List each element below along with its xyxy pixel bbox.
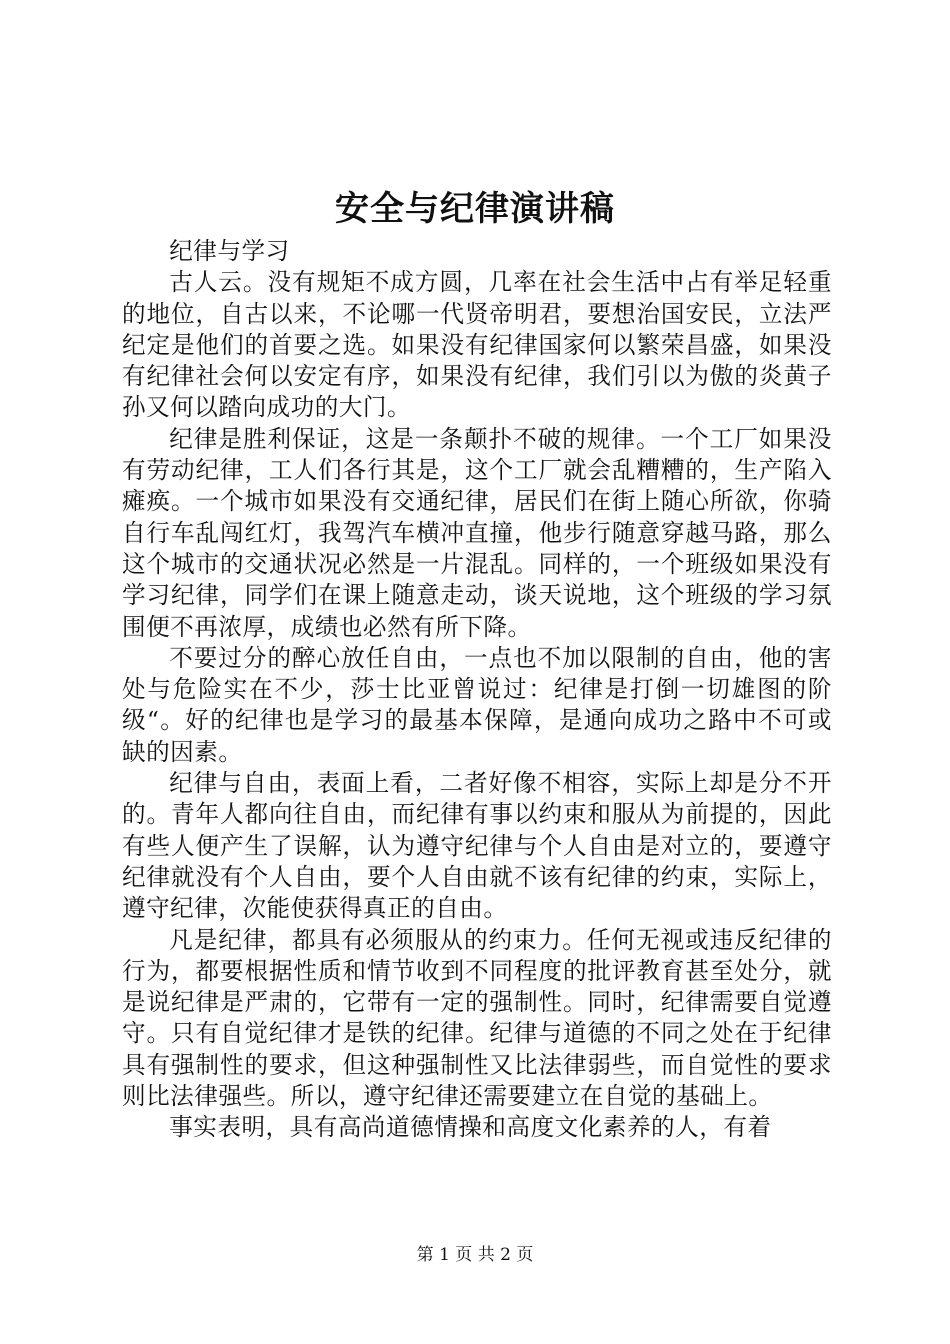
paragraph: 纪律是胜利保证，这是一条颠扑不破的规律。一个工厂如果没有劳动纪律，工人们各行其是，这个工厂就会乱糟糟的，生产陷入瘫痪。一个城市如果没有交通纪律，居民们在街上随心所欲，你骑自行车乱闯红灯，我驾汽车横冲直撞，他步行随意穿越马路，那么这个城市的交通状况必然是一片混乱。同样的，一个班级如果没有学习纪律，同学们在课上随意走动，谈天说地，这个班级的学习氛围便不再浓厚，成绩也必然有所下降。	[122, 424, 832, 641]
paragraph: 事实表明，具有高尚道德情操和高度文化素养的人，有着	[169, 1113, 772, 1142]
paragraph: 纪律与自由，表面上看，二者好像不相容，实际上却是分不开的。青年人都向往自由，而纪律有事以约束和服从为前提的，因此有些人便产生了误解，认为遵守纪律与个人自由是对立的，要遵守纪律就没有个人自由，要个人自由就不该有纪律的约束，实际上，遵守纪律，次能使获得真正的自由。	[122, 769, 832, 923]
document-body	[122, 236, 832, 1144]
section-heading: 纪律与学习	[169, 237, 290, 265]
document-title: 安全与纪律演讲稿	[335, 189, 615, 229]
paragraph: 古人云。没有规矩不成方圆，几率在社会生活中占有举足轻重的地位，自古以来，不论哪一代贤帝明君，要想治国安民，立法严纪定是他们的首要之选。如果没有纪律国家何以繁荣昌盛，如果没有纪律社会何以安定有序，如果没有纪律，我们引以为傲的炎黄子孙又何以踏向成功的大门。	[122, 268, 832, 422]
page-footer: 第 1 页 共 2 页	[416, 1245, 534, 1265]
paragraph: 不要过分的醉心放任自由，一点也不加以限制的自由，他的害处与危险实在不少，莎士比亚曾说过：纪律是打倒一切雄图的阶级“。好的纪律也是学习的最基本保障，是通向成功之路中不可或缺的因素。	[122, 643, 832, 766]
paragraph: 凡是纪律，都具有必须服从的约束力。任何无视或违反纪律的行为，都要根据性质和情节收到不同程度的批评教育甚至处分，就是说纪律是严肃的，它带有一定的强制性。同时，纪律需要自觉遵守。只有自觉纪律才是铁的纪律。纪律与道德的不同之处在于纪律具有强制性的要求，但这种强制性又比法律弱些，而自觉性的要求则比法律强些。所以，遵守纪律还需要建立在自觉的基础上。	[122, 925, 832, 1111]
